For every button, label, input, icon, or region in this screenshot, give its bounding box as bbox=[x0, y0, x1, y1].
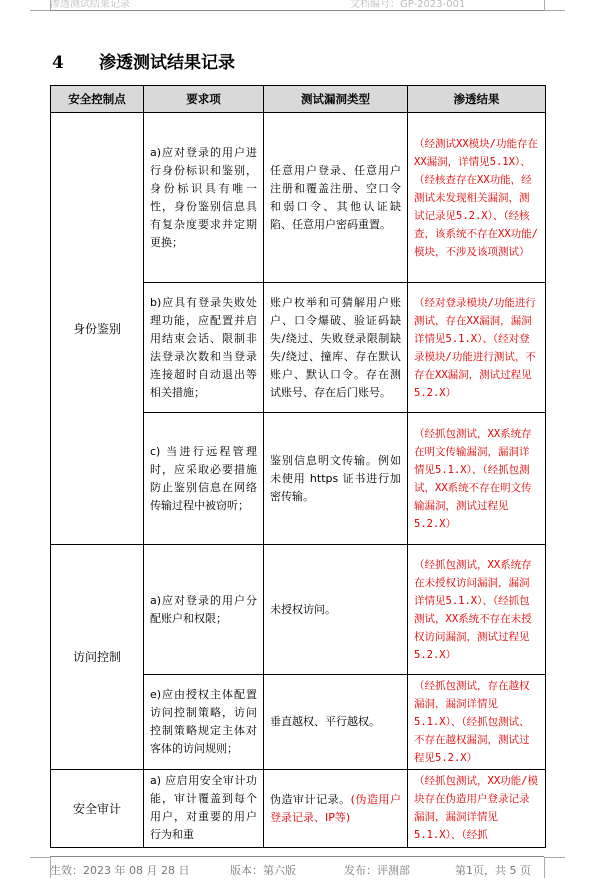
result-cell: （经测试XX模块/功能存在XX漏洞，详情见5.1X）、（经核查存在XX功能，经测试未发现相关漏洞，测试记录见5.2.X）、（经核查，该系统不存在XX功能/模块，不涉及该项测试） bbox=[408, 113, 546, 283]
table-row bbox=[51, 545, 546, 675]
control-point-cell: 安全审计 bbox=[51, 770, 144, 848]
requirement-cell: a)应对登录的用户进行身份标识和鉴别，身份标识具有唯一性，身份鉴别信息具有复杂度要求并定期更换； bbox=[144, 113, 264, 283]
results-table bbox=[50, 85, 546, 848]
header-rule bbox=[50, 10, 544, 11]
footer-page-number: 第1页，共 5 页 bbox=[455, 864, 531, 877]
section-number: 4 bbox=[52, 53, 64, 73]
table-row bbox=[51, 113, 546, 283]
result-cell: （经对登录模块/功能进行测试，存在XX漏洞，漏洞详情见5.1.X）、（经对登录模块/功能进行测试，不存在XX漏洞，测试过程见5.2.X） bbox=[408, 283, 546, 413]
requirement-cell: c) 当进行远程管理时，应采取必要措施防止鉴别信息在网络传输过程中被窃听； bbox=[144, 413, 264, 545]
table-header-row bbox=[51, 86, 546, 113]
table-row bbox=[51, 770, 546, 848]
footer-effective-date: 生效：2023 年 08 月 28 日 bbox=[50, 864, 190, 877]
page-header-right: 文档编号：GP-2023-001 bbox=[350, 0, 466, 10]
result-cell: （经抓包测试，XX系统存在未授权访问漏洞，漏洞详情见5.1.X）、（经抓包测试，XX系统不存在未授权访问漏洞，测试过程见5.2.X） bbox=[408, 545, 546, 675]
footer-version: 版本：第六版 bbox=[230, 864, 296, 877]
column-header: 安全控制点 bbox=[51, 86, 144, 113]
column-header: 要求项 bbox=[144, 86, 264, 113]
requirement-cell: a) 应启用安全审计功能，审计覆盖到每个用户，对重要的用户行为和重 bbox=[144, 770, 264, 848]
page-corner-mark bbox=[544, 857, 565, 878]
result-cell: （经抓包测试，XX系统存在明文传输漏洞，漏洞详情见5.1.X）、（经抓包测试，XX系统不存在明文传输漏洞，测试过程见5.2.X） bbox=[408, 413, 546, 545]
page-corner-mark bbox=[30, 857, 51, 878]
result-cell: （经抓包测试，XX功能/模块存在伪造用户登录记录漏洞，漏洞详情见5.1.X）、（经抓 bbox=[408, 770, 546, 848]
section-heading bbox=[52, 48, 235, 73]
control-point-cell: 身份鉴别 bbox=[51, 113, 144, 545]
requirement-cell: a)应对登录的用户分配账户和权限； bbox=[144, 545, 264, 675]
vuln-type-cell: 账户枚举和可猜解用户账户、口令爆破、验证码缺失/绕过、失败登录限制缺失/绕过、撞库、存在默认账户、默认口令。存在测试账号、存在后门账号。 bbox=[264, 283, 408, 413]
vuln-type-cell bbox=[264, 770, 408, 848]
vuln-type-text: 伪造审计记录。 bbox=[270, 792, 351, 806]
vuln-type-note: (伪造用户登录记录、IP等) bbox=[270, 792, 402, 824]
page-header-left: 渗透测试结果记录 bbox=[50, 0, 130, 10]
column-header: 渗透结果 bbox=[408, 86, 546, 113]
control-point-cell: 访问控制 bbox=[51, 545, 144, 770]
requirement-cell: e)应由授权主体配置访问控制策略，访问控制策略规定主体对客体的访问规则； bbox=[144, 675, 264, 770]
footer-rule bbox=[50, 856, 544, 857]
vuln-type-cell: 鉴别信息明文传输。例如未使用 https 证书进行加密传输。 bbox=[264, 413, 408, 545]
vuln-type-cell: 任意用户登录、任意用户注册和覆盖注册、空口令和弱口令、其他认证缺陷、任意用户密码重置。 bbox=[264, 113, 408, 283]
requirement-cell: b)应具有登录失败处理功能，应配置并启用结束会话、限制非法登录次数和当登录连接超时自动退出等相关措施； bbox=[144, 283, 264, 413]
vuln-type-cell: 垂直越权、平行越权。 bbox=[264, 675, 408, 770]
column-header: 测试漏洞类型 bbox=[264, 86, 408, 113]
footer-issuer: 发布：评测部 bbox=[344, 864, 410, 877]
result-cell: （经抓包测试，存在越权漏洞，漏洞详情见5.1.X）、（经抓包测试、不存在越权漏洞，测试过程见5.2.X） bbox=[408, 675, 546, 770]
section-title: 渗透测试结果记录 bbox=[99, 53, 235, 73]
vuln-type-cell: 未授权访问。 bbox=[264, 545, 408, 675]
page-corner-mark bbox=[30, 0, 51, 11]
page-corner-mark bbox=[544, 0, 565, 11]
